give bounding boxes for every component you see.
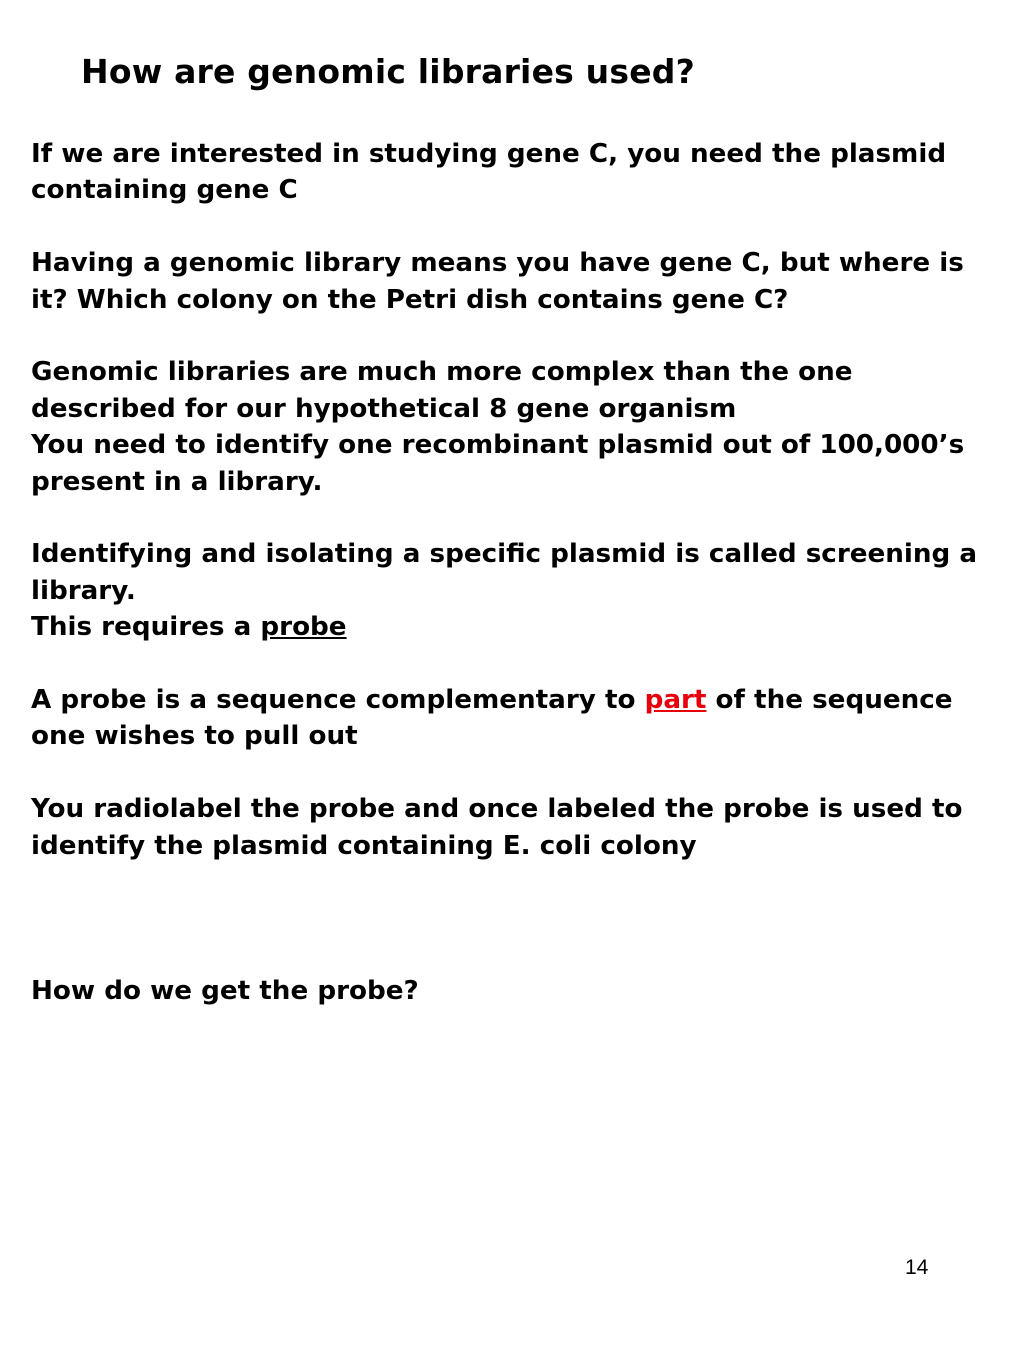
paragraph-spacer [31, 755, 991, 791]
paragraph-spacer [31, 318, 991, 354]
paragraph-4-line-2: library. [31, 575, 136, 606]
paragraph-4-line-3 [31, 609, 991, 645]
paragraph-2-line-1: Having a genomic library means you have gene C, but where is [31, 248, 964, 279]
paragraph-spacer [31, 646, 991, 682]
paragraph-1-line-1: If we are interested in studying gene C, you need the plasmid [31, 139, 947, 169]
paragraph-6-line-1: You radiolabel the probe and once labeled the probe is used to [31, 794, 963, 825]
part-highlight: part [644, 685, 707, 716]
paragraph-1-line-2: containing gene C [31, 175, 298, 206]
paragraph-2-line-2: it? Which colony on the Petri dish contains gene C? [31, 284, 789, 315]
probe-requirement-text: This requires a [31, 612, 261, 643]
slide-title: How are genomic libraries used? [81, 52, 695, 91]
closing-question: How do we get the probe? [31, 976, 419, 1007]
probe-definition-suffix: of the sequence [706, 685, 953, 716]
paragraph-3-line-2: described for our hypothetical 8 gene organism [31, 393, 737, 424]
slide-body [31, 136, 991, 1009]
paragraph-6-line-2: identify the plasmid containing E. coli colony [31, 830, 697, 861]
paragraph-4-line-1: Identifying and isolating a specific plasmid is called screening a [31, 539, 978, 570]
paragraph-spacer [31, 209, 991, 245]
paragraph-5-line-2: one wishes to pull out [31, 721, 358, 752]
paragraph-spacer [31, 500, 991, 536]
probe-term: probe [260, 612, 347, 643]
page-number: 14 [905, 1256, 929, 1279]
paragraph-3-line-1: Genomic libraries are much more complex than the one [31, 357, 853, 388]
paragraph-3-line-3: You need to identify one recombinant plasmid out of 100,000’s [31, 430, 965, 461]
paragraph-spacer [31, 864, 991, 973]
paragraph-5-line-1 [31, 682, 991, 718]
paragraph-3-line-4: present in a library. [31, 466, 323, 497]
probe-definition-prefix: A probe is a sequence complementary to [31, 685, 645, 716]
